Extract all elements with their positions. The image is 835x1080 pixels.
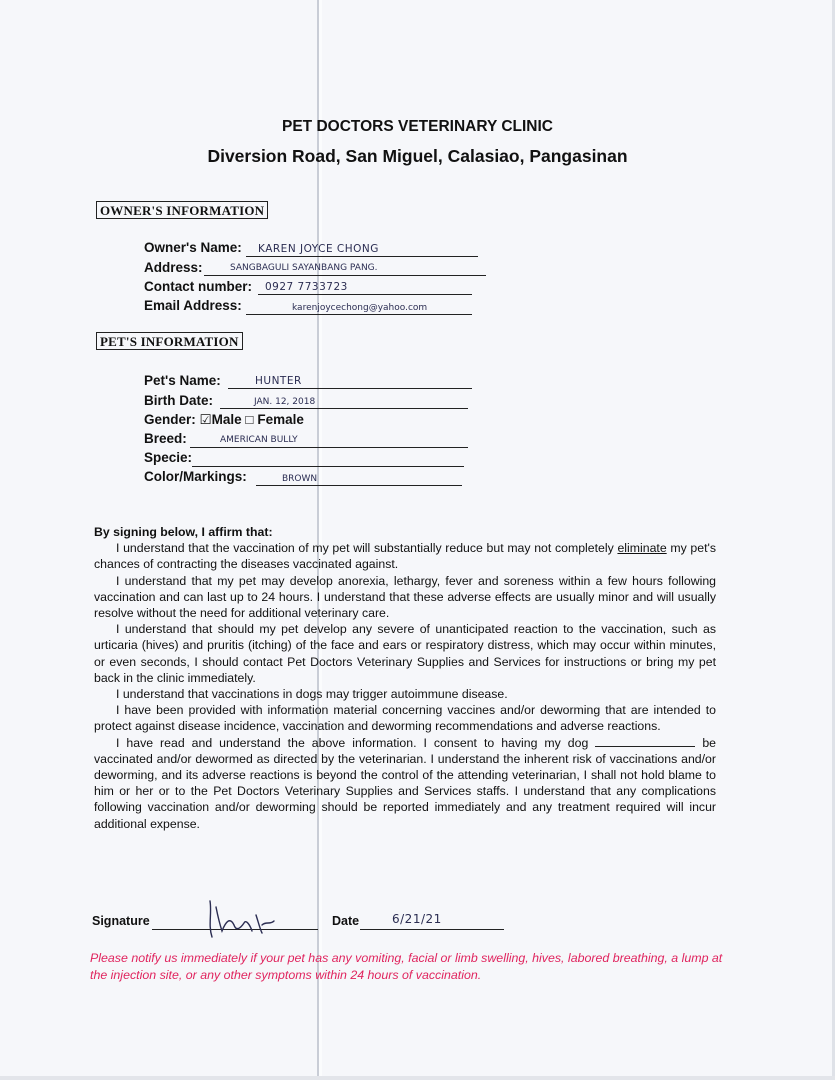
specie-line: [192, 466, 464, 467]
gender-label: Gender:: [144, 412, 196, 427]
contact-value: 0927 7733723: [265, 281, 348, 293]
address-label: Address:: [144, 260, 203, 275]
clinic-name: PET DOCTORS VETERINARY CLINIC: [282, 118, 553, 135]
pet-name-label: Pet's Name:: [144, 373, 221, 388]
dog-name-blank[interactable]: [595, 735, 695, 747]
email-line: [246, 314, 472, 315]
owner-section-heading: OWNER'S INFORMATION: [96, 201, 268, 219]
affirmation-text: [94, 524, 716, 832]
breed-line: [190, 447, 468, 448]
date-label: Date: [332, 914, 360, 928]
owner-name-line: [246, 256, 478, 257]
color-markings-value: BROWN: [282, 474, 318, 484]
signature-label: Signature: [92, 914, 150, 928]
p1-text-b: my pet's chances of contracting the diseases vaccinated against.: [94, 541, 717, 572]
gender-row: [144, 412, 304, 428]
owner-name-label: Owner's Name:: [144, 240, 242, 255]
birth-date-value: JAN. 12, 2018: [254, 397, 316, 407]
p6-text-b: be vaccinated and/or dewormed as directed by the veterinarian. I understand the inherent risk of vaccinations and/or deworming, and its adverse reactions is beyond the control of the attending veterinarian, I shall not hold blame to him or her or to the Pet Doctors Veterinary Supplies and Services staffs. I understand that any complications following vaccination and/or deworming should be reported immediately and any treatment required will incur additional expense.: [94, 735, 717, 831]
affirmation-paragraph-2: I understand that my pet may develop anorexia, lethargy, fever and soreness within a few hours following vaccination and can last up to 24 hours. I understand that these adverse effects are usually minor and will usually resolve without the need for additional veterinary care.: [94, 573, 716, 621]
affirmation-paragraph-3: I understand that should my pet develop any severe of unanticipated reaction to the vaccination, such as urticaria (hives) and pruritis (itching) of the face and ears or respiratory distress, which may occur within minutes, or even seconds, I should contact Pet Doctors Veterinary Supplies and Services for instructions or bring my pet back in the clinic immediately.: [94, 622, 716, 685]
specie-label: Specie:: [144, 450, 193, 465]
email-label: Email Address:: [144, 298, 242, 313]
paper-edge-bottom: [0, 1076, 835, 1080]
vaccination-notice: Please notify us immediately if your pet has any vomiting, facial or limb swelling, hives, labored breathing, a lump at the injection site, or any other symptoms within 24 hours of vaccination.: [90, 951, 723, 982]
male-checkbox[interactable]: ☑: [199, 412, 212, 427]
breed-label: Breed:: [144, 431, 187, 446]
address-line: [204, 275, 486, 276]
birth-date-label: Birth Date:: [144, 393, 214, 408]
email-value: karenjoycechong@yahoo.com: [292, 303, 428, 313]
p6-text-a: I have read and understand the above information. I consent to having my dog: [116, 735, 589, 750]
pet-section-heading: PET'S INFORMATION: [96, 332, 243, 350]
owner-name-value: KAREN JOYCE CHONG: [258, 243, 379, 255]
male-option-label: Male: [211, 412, 242, 427]
affirmation-paragraph-5: I have been provided with information material concerning vaccines and/or deworming that are intended to protect against disease incidence, vaccination and deworming recommendations and adverse reactions.: [94, 703, 716, 734]
date-value: 6/21/21: [392, 912, 442, 926]
affirmation-paragraph-1: [94, 540, 716, 572]
clinic-address: Diversion Road, San Miguel, Calasiao, Pangasinan: [207, 146, 628, 166]
handwritten-signature: [200, 895, 280, 943]
breed-value: AMERICAN BULLY: [220, 435, 298, 445]
female-option-label: Female: [257, 412, 304, 427]
affirmation-paragraph-6: [94, 735, 716, 832]
pet-name-line: [228, 388, 472, 389]
p1-underlined-word: eliminate: [617, 541, 667, 556]
date-line: [360, 929, 504, 930]
affirmation-lead: By signing below, I affirm that:: [94, 525, 273, 539]
birth-date-line: [220, 408, 468, 409]
color-markings-line: [256, 485, 462, 486]
color-markings-label: Color/Markings:: [144, 469, 247, 484]
address-value: SANGBAGULI SAYANBANG PANG.: [230, 263, 378, 273]
contact-line: [258, 294, 472, 295]
contact-label: Contact number:: [144, 279, 252, 294]
p1-text-a: I understand that the vaccination of my pet will substantially reduce but may not completely: [116, 541, 614, 556]
female-checkbox[interactable]: □: [245, 412, 254, 427]
affirmation-paragraph-4: I understand that vaccinations in dogs may trigger autoimmune disease.: [116, 687, 508, 702]
pet-name-value: HUNTER: [255, 375, 302, 387]
